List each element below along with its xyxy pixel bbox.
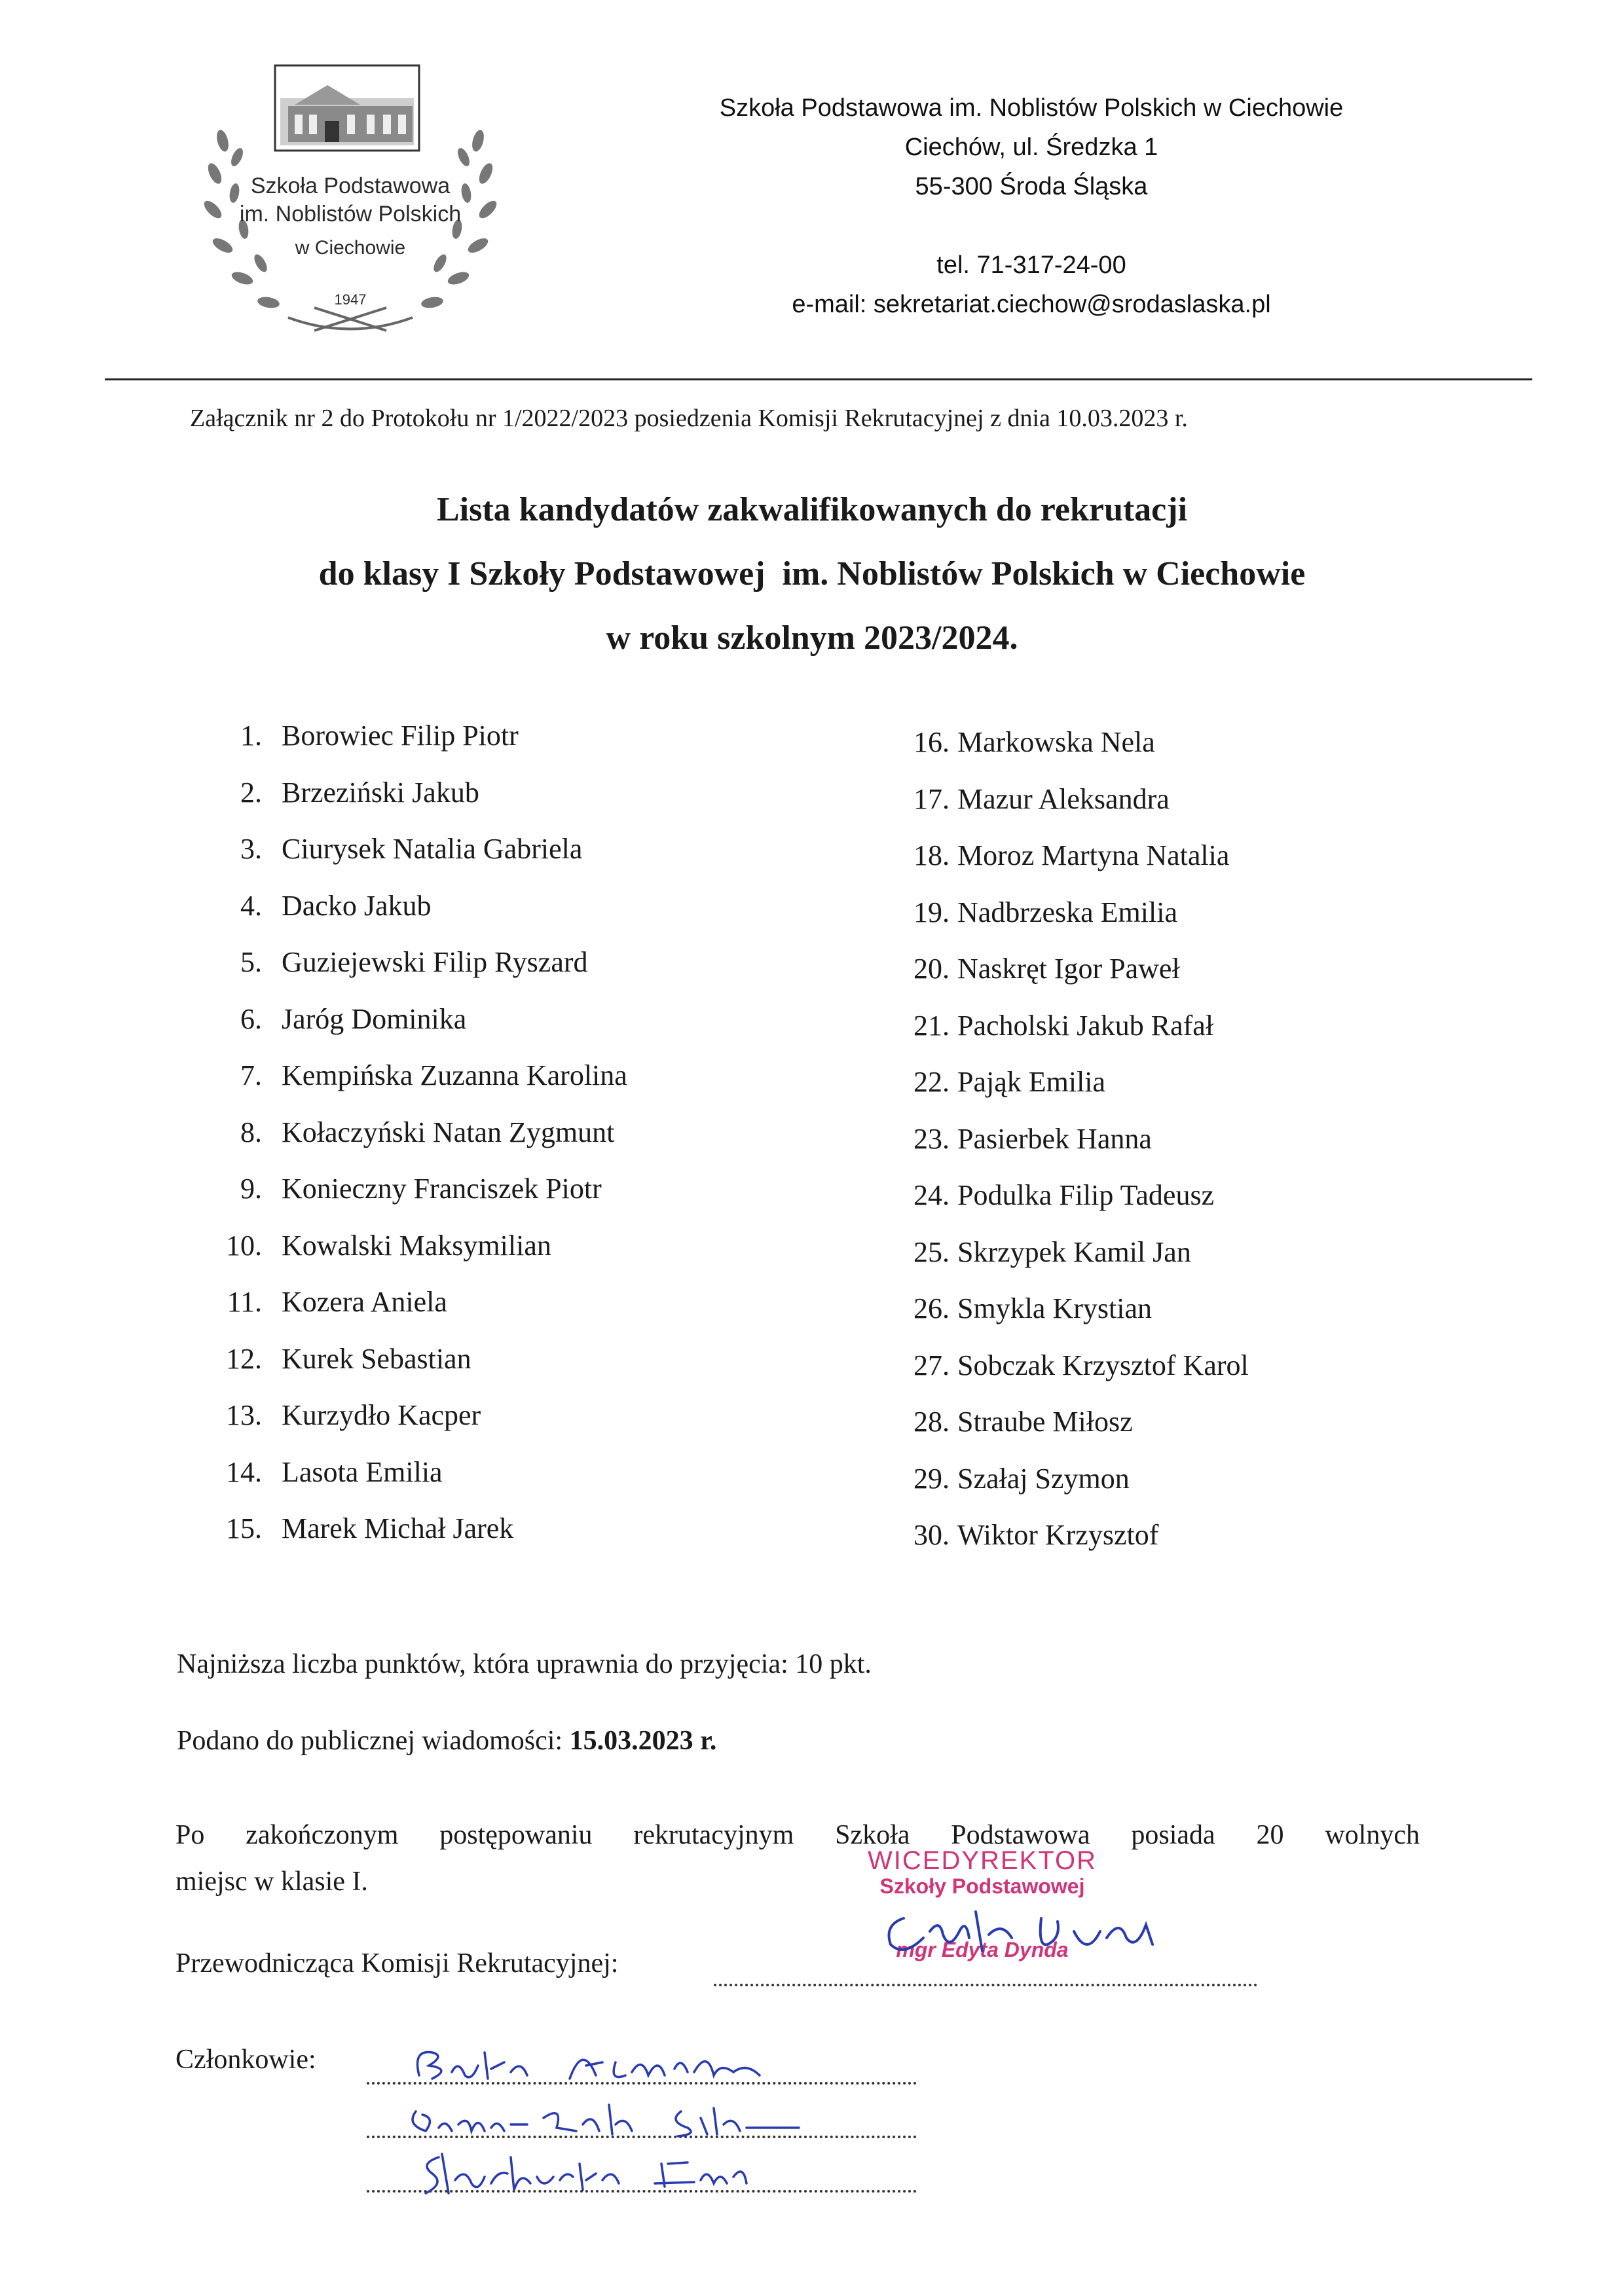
candidate-number: 5. [240, 946, 262, 978]
candidate-name: Moroz Martyna Natalia [957, 839, 1230, 871]
members-label: Członkowie: [175, 2045, 316, 2075]
candidate-number: 15. [226, 1512, 262, 1544]
candidate-name: Marek Michał Jarek [282, 1512, 514, 1544]
candidate-name: Konieczny Franciszek Piotr [282, 1173, 602, 1205]
candidate-number: 4. [240, 889, 262, 922]
candidate-number: 29. [913, 1462, 950, 1495]
candidate-name: Dacko Jakub [282, 889, 432, 922]
candidate-name: Kurzydło Kacper [282, 1399, 481, 1431]
stamp-name: mgr Edyta Dynda [896, 1938, 1069, 1961]
candidate-name: Jaróg Dominika [282, 1002, 467, 1035]
stamp-title: WICEDYREKTOR [868, 1846, 1097, 1875]
candidate-number: 2. [240, 776, 262, 809]
candidate-name: Sobczak Krzysztof Karol [957, 1349, 1249, 1381]
title-line2: do klasy I Szkoły Podstawowej im. Noblistów Polskich w Ciechowie [318, 555, 1306, 592]
candidate-number: 19. [913, 896, 950, 928]
title-line1: Lista kandydatów zakwalifikowanych do rekrutacji [436, 491, 1188, 528]
logo-text-line3: w Ciechowie [295, 237, 406, 259]
candidate-name: Smykla Krystian [957, 1292, 1152, 1324]
candidate-number: 30. [913, 1519, 950, 1551]
school-city: 55-300 Środa Śląska [915, 173, 1148, 200]
candidate-name: Szałaj Szymon [957, 1462, 1130, 1495]
school-street: Ciechów, ul. Średzka 1 [904, 134, 1158, 161]
school-name: Szkoła Podstawowa im. Noblistów Polskich w Ciechowie [719, 94, 1344, 122]
candidate-name: Kurek Sebastian [282, 1342, 471, 1375]
chair-signature [877, 1899, 1172, 1971]
candidate-name: Straube Miłosz [957, 1406, 1133, 1438]
header-divider [105, 378, 1532, 380]
candidate-name: Kozera Aniela [282, 1286, 447, 1318]
candidate-number: 12. [226, 1342, 262, 1375]
candidate-name: Lasota Emilia [282, 1455, 443, 1488]
candidate-number: 17. [913, 782, 950, 815]
candidate-number: 21. [913, 1009, 950, 1042]
title-line3: w roku szkolnym 2023/2024. [606, 619, 1018, 657]
candidate-name: Skrzypek Kamil Jan [957, 1235, 1191, 1268]
candidate-name: Podulka Filip Tadeusz [957, 1179, 1215, 1211]
candidate-number: 23. [913, 1122, 950, 1155]
school-logo [196, 59, 504, 360]
attachment-note: Załącznik nr 2 do Protokołu nr 1/2022/2023 posiedzenia Komisji Rekrutacyjnej z dnia 10.03.2023 r. [190, 405, 1188, 432]
school-phone: tel. 71-317-24-00 [936, 251, 1126, 279]
school-address-block [589, 88, 1473, 324]
candidate-number: 20. [913, 953, 950, 985]
candidate-number: 16. [913, 726, 950, 758]
candidate-number: 13. [226, 1399, 262, 1431]
logo-year: 1947 [334, 291, 367, 308]
candidate-number: 25. [913, 1235, 950, 1268]
candidate-number: 9. [240, 1173, 262, 1205]
school-email: e-mail: sekretariat.ciechow@srodaslaska.pl [792, 291, 1271, 318]
candidate-number: 26. [913, 1292, 950, 1324]
candidate-name: Pasierbek Hanna [957, 1122, 1152, 1155]
candidate-name: Pająk Emilia [957, 1066, 1106, 1098]
candidate-name: Pacholski Jakub Rafał [957, 1009, 1214, 1042]
publication-date: 15.03.2023 r. [569, 1726, 717, 1756]
member-signature-3 [406, 2144, 864, 2203]
chair-label: Przewodnicząca Komisji Rekrutacyjnej: [175, 1948, 619, 1978]
candidate-name: Wiktor Krzysztof [957, 1519, 1159, 1551]
candidate-name: Kołaczyński Natan Zygmunt [282, 1116, 615, 1148]
candidate-number: 1. [240, 720, 262, 752]
member-signature-2 [406, 2092, 864, 2144]
candidate-name: Naskręt Igor Paweł [957, 953, 1180, 985]
candidate-number: 7. [240, 1059, 262, 1091]
document-title [131, 478, 1493, 670]
candidate-number: 11. [227, 1286, 262, 1318]
chair-signature-line [714, 1984, 1257, 1986]
logo-text-line2: im. Noblistów Polskich [239, 202, 462, 227]
candidate-number: 10. [226, 1229, 262, 1262]
candidate-name: Markowska Nela [957, 726, 1155, 758]
candidate-number: 6. [240, 1002, 262, 1035]
candidate-number: 24. [913, 1179, 950, 1211]
member-signature-1 [406, 2036, 812, 2088]
free-places-note: Po zakończonym postępowaniu rekrutacyjnym Szkoła Podstawowa posiada 20 wolnych [175, 1820, 1420, 1850]
candidate-name: Brzeziński Jakub [282, 776, 479, 809]
stamp-school: Szkoły Podstawowej [879, 1874, 1085, 1898]
candidate-number: 28. [913, 1406, 950, 1438]
candidate-name: Nadbrzeska Emilia [957, 896, 1177, 928]
min-points-note: Najniższa liczba punktów, która uprawnia do przyjęcia: 10 pkt. [177, 1649, 872, 1679]
candidate-name: Borowiec Filip Piotr [282, 720, 519, 752]
candidate-number: 22. [913, 1066, 950, 1098]
candidate-name: Kowalski Maksymilian [282, 1229, 551, 1262]
candidate-name: Guziejewski Filip Ryszard [282, 946, 588, 978]
candidate-name: Kempińska Zuzanna Karolina [282, 1059, 627, 1091]
free-places-note-cont: miejsc w klasie I. [175, 1867, 368, 1897]
candidate-number: 14. [226, 1455, 262, 1488]
publication-label: Podano do publicznej wiadomości: [177, 1726, 570, 1756]
candidate-number: 27. [913, 1349, 950, 1381]
candidate-number: 3. [240, 833, 262, 865]
candidate-number: 8. [240, 1116, 262, 1148]
candidate-name: Ciurysek Natalia Gabriela [282, 833, 583, 865]
candidate-number: 18. [913, 839, 950, 871]
logo-text-line1: Szkoła Podstawowa [250, 173, 451, 198]
publication-note [177, 1725, 716, 1757]
candidate-name: Mazur Aleksandra [957, 782, 1170, 815]
